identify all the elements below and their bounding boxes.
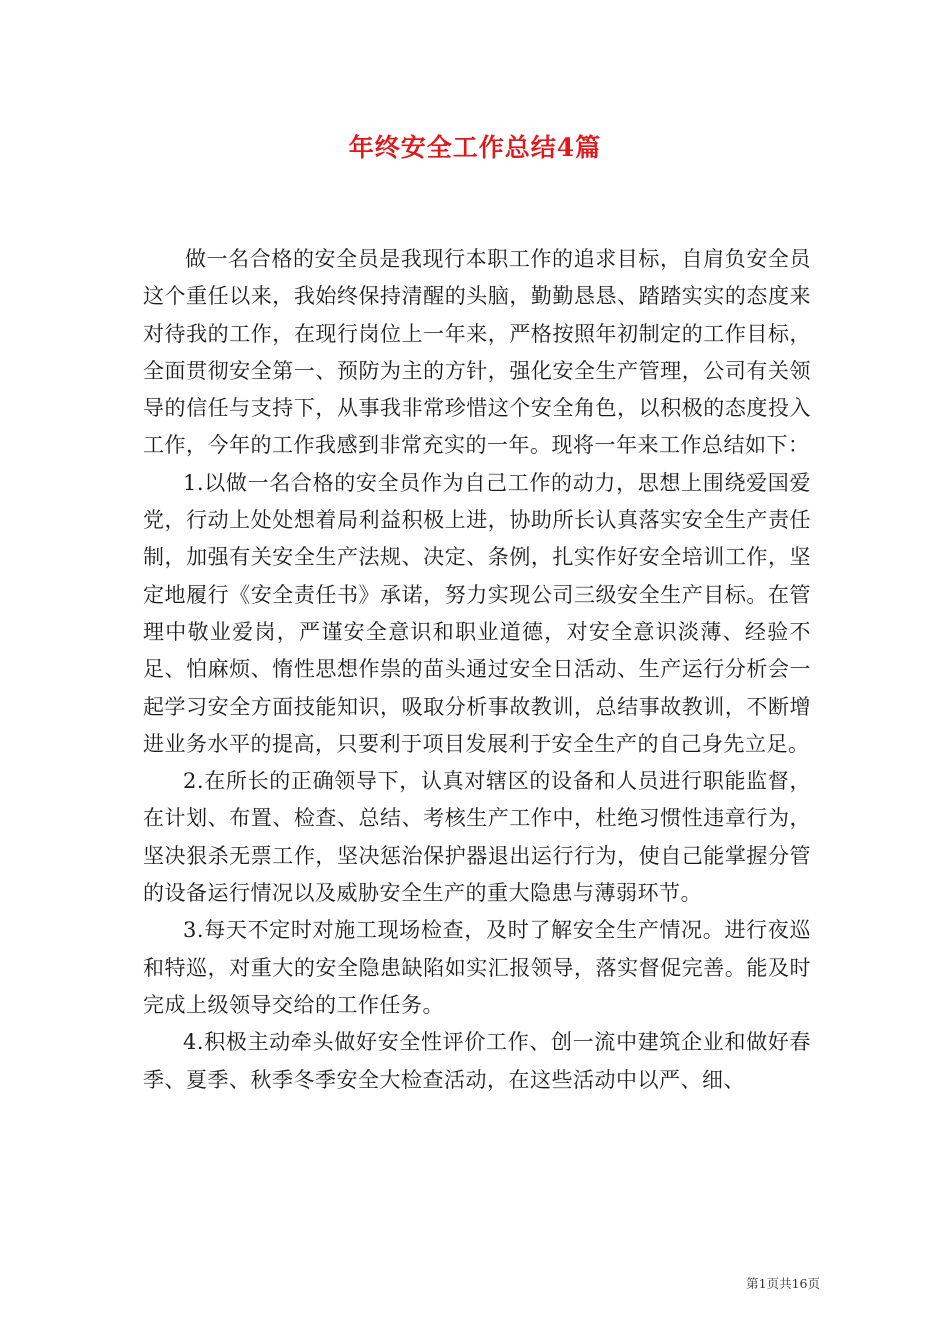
- paragraph-item-1: 1.以做一名合格的安全员作为自己工作的动力，思想上围绕爱国爱党，行动上处处想着局利益积极上进，协助所长认真落实安全生产责任制，加强有关安全生产法规、决定、条例，扎实作好安全培训工作，坚定地履行《安全责任书》承诺，努力实现公司三级安全生产目标。在管理中敬业爱岗，严谨安全意识和职业道德，对安全意识淡薄、经验不足、怕麻烦、惰性思想作祟的苗头通过安全日活动、生产运行分析会一起学习安全方面技能知识，吸取分析事故教训，总结事故教训，不断增进业务水平的提高，只要利于项目发展利于安全生产的自己身先立足。: [143, 470, 811, 756]
- paragraph-item-2: 2.在所长的正确领导下，认真对辖区的设备和人员进行职能监督，在计划、布置、检查、总结、考核生产工作中，杜绝习惯性违章行为，坚决狠杀无票工作，坚决惩治保护器退出运行行为，使自己能掌握分管的设备运行情况以及威胁安全生产的重大隐患与薄弱环节。: [143, 769, 811, 906]
- document-title: 年终安全工作总结4篇: [348, 133, 602, 162]
- paragraph-item-3: 3.每天不定时对施工现场检查，及时了解安全生产情况。进行夜巡和特巡，对重大的安全隐患缺陷如实汇报领导，落实督促完善。能及时完成上级领导交给的工作任务。: [143, 918, 811, 1017]
- page-number-footer: 第1页共16页: [746, 1276, 820, 1291]
- paragraph-item-4: 4.积极主动牵头做好安全性评价工作、创一流中建筑企业和做好春季、夏季、秋季冬季安全大检查活动，在这些活动中以严、细、: [143, 1030, 811, 1092]
- paragraph-intro: 做一名合格的安全员是我现行本职工作的追求目标，自肩负安全员这个重任以来，我始终保持清醒的头脑，勤勤恳恳、踏踏实实的态度来对待我的工作，在现行岗位上一年来，严格按照年初制定的工作目标，全面贯彻安全第一、预防为主的方针，强化安全生产管理，公司有关领导的信任与支持下，从事我非常珍惜这个安全角色，以积极的态度投入工作，今年的工作我感到非常充实的一年。现将一年来工作总结如下：: [143, 247, 811, 458]
- document-body: [143, 241, 811, 1099]
